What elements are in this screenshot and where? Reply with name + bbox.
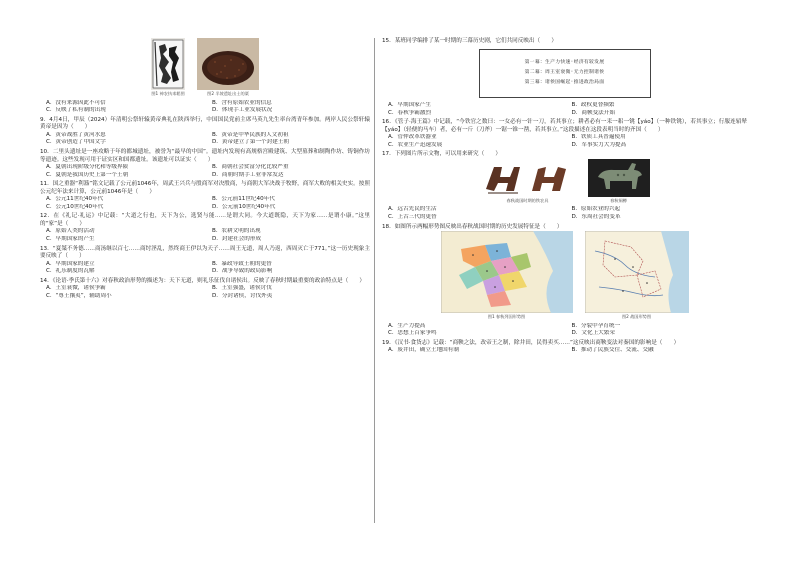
q14-option-b: B．王室强盛，诸侯讨伐 — [212, 285, 272, 292]
figure-shennong-caption: 图1 神农执耒耜图 — [151, 91, 185, 96]
q9-option-d: D．黄帝建立了第一个封建王朝 — [212, 139, 290, 146]
q17-option-a: A．远古先民的生活 — [388, 206, 437, 213]
q16-option-a: A．管仲改革铁器业 — [388, 134, 437, 141]
q8-options — [40, 100, 370, 115]
q16-option-b: B．铁质工具普遍使用 — [571, 134, 626, 141]
figure-millet-caption: 图2 半坡遗址出土的粟 — [207, 91, 249, 96]
figure-millet — [197, 38, 259, 97]
question-16-options — [382, 134, 747, 149]
question-10 — [40, 149, 370, 179]
map-spring-autumn — [441, 231, 573, 313]
question-11-stem: 11．国之重器“利簋”铭文记载了公元前1046年，周武王兴兵与殷商军对决殷商，与商朝大军决战于牧野，商军大败的相关史实。按照公元纪年法来计算，公元前1046年是（ ） — [40, 181, 370, 195]
q10-option-a: A．夏朝出现阶级分化和等级界限 — [46, 164, 129, 171]
q10-option-c: C．夏朝是我国历史上第一个王朝 — [46, 171, 129, 178]
q15-option-c: C．春秋争霸激烈 — [388, 109, 432, 116]
question-16 — [382, 119, 747, 149]
act-3: 第三幕：诸侯国崛起·推进政治局面 — [524, 80, 605, 86]
question-18-stem: 18．如图所示两幅形势图反映出春秋战国时期的历史发展特征是（ ） — [382, 223, 563, 230]
q15-option-b: B．政权更替频繁 — [571, 101, 615, 108]
question-17-stem: 17．下列图片所示文物，可以用来研究（ ） — [382, 151, 501, 158]
question-9-options — [40, 132, 370, 147]
q17-option-c: C．上古三代的更替 — [388, 214, 437, 220]
question-10-stem: 10．二里头遗址是一座攻略于年的都城遗址，被誉为“最早的中国”。遗址内发现有高规格宫殿建筑、大型墓葬和制陶作坊、铸铜作坊等遗迹。这些发现可用于证实区和国都遗址。该遗址可以证实（ ） — [40, 148, 370, 163]
question-18-maps — [382, 231, 747, 320]
iron-tools-image — [480, 159, 576, 197]
shennong-image — [151, 38, 185, 90]
question-19-stem: 19．《汉书·食货志》记载：“商鞅之法，改帝王之制，除井田，民得卖买……”这反映出商鞅变法对秦国的影响是（ ） — [382, 339, 680, 346]
map-warring-states — [585, 231, 689, 313]
question-15 — [382, 38, 747, 117]
question-10-options — [40, 164, 370, 179]
question-17-figures — [382, 159, 747, 204]
figure-map-spring-autumn — [441, 231, 573, 320]
q9-option-c: C．黄帝创造了中国文字 — [46, 139, 106, 146]
bronze-zun-image — [588, 159, 650, 197]
question-9 — [40, 117, 370, 147]
q8-option-b: B．含有原始农业的信息 — [212, 99, 272, 106]
q11-option-b: B．公元前11世纪40年代 — [212, 196, 275, 203]
figure-bronze-zun — [588, 159, 650, 204]
q15-option-a: A．早期国家产生 — [388, 101, 431, 108]
figure-shennong — [151, 38, 185, 97]
act-1: 第一幕：生产力快速·经济有较发展 — [524, 59, 605, 65]
q11-option-d: D．公元前10世纪40年代 — [212, 203, 276, 210]
question-14 — [40, 278, 370, 301]
question-19 — [382, 340, 747, 355]
question-9-stem: 9．4月4日，甲辰（2024）年清明公祭轩辕黄帝典礼在陕西举行，中国国民党前主席马英九先生率台湾青年参加。两岸人民公祭轩辕黄帝是因为（ ） — [40, 116, 370, 131]
q13-option-c: C．礼乐制度的瓦解 — [46, 268, 95, 275]
question-12-stem: 12．在《礼记·礼运》中记载：“大道之行也，天下为公，选贤与能……是谓大同。今大道既隐，天下为家……是谓小康。”这里的“家”是（ ） — [40, 213, 370, 227]
q19-option-a: A．废井田，确立土地国有制 — [388, 347, 459, 354]
question-13-stem: 13．“夏桀不务德……商汤继以百七……商纣淫乱，然终商王伊以为天子……周王无道，周人乃返，西周灭亡于771。”这一历史现象主要反映了（ ） — [40, 245, 370, 260]
q11-option-a: A．公元11世纪40年代 — [46, 196, 104, 203]
q8-option-d: D．体现手工业发展状况 — [212, 107, 273, 114]
question-14-stem: 14．《论语·季氏第十六》对春秋政治形势的描述为：天下无道，则礼乐征伐自诸侯出。反映了春秋时期最重要的政治特点是（ ） — [40, 277, 365, 284]
q9-option-b: B．黄帝是中华民族的人文初祖 — [212, 131, 289, 138]
question-13-options — [40, 261, 370, 276]
q19-option-b: B．推动了民族交往、交流、交融 — [571, 347, 654, 354]
history-play-box — [479, 49, 651, 98]
q13-option-b: B．暴政导致王朝的更替 — [212, 260, 272, 267]
column-divider — [374, 38, 375, 523]
question-18 — [382, 224, 747, 338]
q18-option-d: D．文化上大繁荣 — [571, 330, 615, 337]
q16-option-d: D．军事实力大为提高 — [571, 141, 627, 148]
question-12-options — [40, 228, 370, 243]
left-question-list — [40, 117, 370, 301]
q12-option-a: A．原始人类的活动 — [46, 228, 95, 235]
left-column — [40, 38, 370, 302]
q15-option-d: D．商鞅变法开始 — [571, 109, 615, 116]
question-17 — [382, 151, 747, 221]
act-2: 第二幕：周王室衰微·无力控制诸侯 — [524, 70, 605, 76]
q14-option-d: D．分封诸侯，讨伐外夷 — [212, 292, 273, 299]
q9-option-a: A．黄帝战胜了黄河水患 — [46, 131, 106, 138]
question-16-stem: 16．《管子·海王篇》中记载，“今铁官之数曰：一女必有一针一刀，若其事立；耕者必有一耒一耜一铫【yáo】（一种铁铫），若其事立；行服连轺辇【yáo】（轻便的马车）者，必有一斤（刀斧）一锯一锥一凿，若其事立。”这段描述在这段表明当时的齐国（ ） — [382, 119, 747, 133]
q14-option-c: C．“尊王攘夷”，辅助周小 — [46, 292, 112, 299]
q12-option-c: C．早期国家的产生 — [46, 235, 95, 242]
q8-figures — [40, 38, 370, 97]
question-11-options — [40, 196, 370, 211]
question-11 — [40, 181, 370, 211]
q13-option-d: D．战争导致的政局影响 — [212, 268, 273, 275]
q18-option-a: A．生产力提高 — [388, 322, 426, 329]
iron-tools-caption: 春秋战国时期的铁农具 — [506, 197, 549, 203]
q13-option-a: A．早期国家的建立 — [46, 260, 95, 267]
map-warring-states-caption: 图2 战国形势图 — [621, 314, 652, 320]
q16-option-c: C．农业生产迅速发展 — [388, 141, 443, 148]
right-column — [382, 38, 747, 357]
q11-option-c: C．公元10世纪40年代 — [46, 203, 104, 210]
question-15-stem: 15．某班同学编排了某一时期的三幕历史剧，它们共同反映出（ ） — [382, 38, 557, 44]
q12-option-d: D．封建社会的形成 — [212, 235, 262, 242]
q18-option-c: C．思想上百家争鸣 — [388, 330, 437, 337]
q17-option-d: D．东周社会的变革 — [571, 214, 621, 220]
q14-option-a: A．王室衰微，诸侯争霸 — [46, 285, 106, 292]
question-13 — [40, 246, 370, 276]
map-spring-autumn-caption: 图1 春秋列国形势图 — [487, 314, 526, 320]
map-spring-autumn-drawing — [441, 231, 573, 313]
millet-image — [197, 38, 259, 90]
q8-option-c: C．反映了私有制的出现 — [46, 107, 106, 114]
q18-option-b: B．分裂中孕育统一 — [571, 322, 621, 329]
figure-map-warring-states — [585, 231, 689, 320]
question-14-options — [40, 285, 370, 300]
q10-option-b: B．商朝社会贫富分化比较严重 — [212, 164, 289, 171]
q8-options-block — [40, 100, 370, 115]
q8-option-a: A．没有来源因此不可信 — [46, 99, 106, 106]
question-19-options — [382, 347, 747, 355]
figure-iron-tools — [480, 159, 576, 204]
question-18-options — [382, 323, 747, 338]
bronze-zun-caption: 春秋铜樽 — [610, 197, 627, 203]
q10-option-d: D．商朝时期手工业非常发达 — [212, 171, 284, 178]
q17-option-b: B．原始农业的兴起 — [571, 206, 621, 213]
map-warring-states-drawing — [585, 231, 689, 313]
question-17-options — [382, 206, 747, 221]
q12-option-b: B．农耕文明的出现 — [212, 228, 261, 235]
question-15-options — [382, 102, 747, 117]
question-12 — [40, 213, 370, 243]
